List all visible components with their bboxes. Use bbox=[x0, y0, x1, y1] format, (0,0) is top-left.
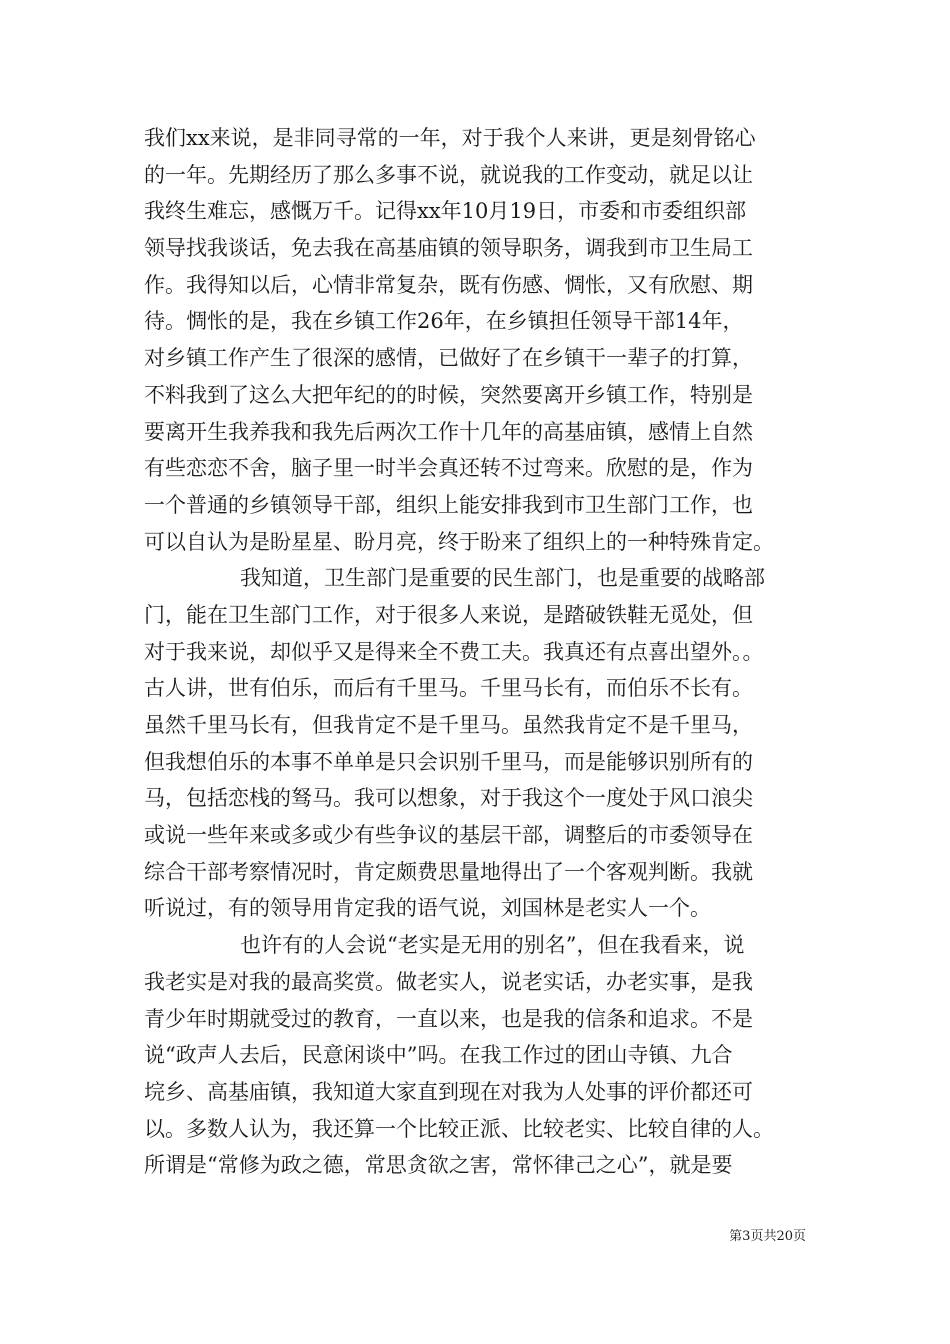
paragraph-line: 要离开生我养我和我先后两次工作十几年的高基庙镇，感情上自然 bbox=[144, 419, 753, 444]
paragraph bbox=[144, 120, 810, 560]
paragraph-line: 可以自认为是盼星星、盼月亮，终于盼来了组织上的一种特殊肯定。 bbox=[144, 529, 774, 554]
paragraph-line: 虽然千里马长有，但我肯定不是千里马。虽然我肯定不是千里马， bbox=[144, 713, 753, 737]
paragraph-line: 待。惆怅的是，我在乡镇工作26年，在乡镇担任领导干部14年， bbox=[144, 309, 744, 334]
document-body bbox=[144, 120, 810, 1184]
paragraph-line: 听说过，有的领导用肯定我的语气说，刘国林是老实人一个。 bbox=[144, 896, 711, 921]
paragraph-line: 有些恋恋不舍，脑子里一时半会真还转不过弯来。欣慰的是，作为 bbox=[144, 456, 753, 481]
paragraph-line: 对于我来说，却似乎又是得来全不费工夫。我真还有点喜出望外。。 bbox=[144, 639, 764, 664]
paragraph-line: 但我想伯乐的本事不单单是只会识别千里马，而是能够识别所有的 bbox=[144, 749, 753, 774]
paragraph-line: 垸乡、高基庙镇，我知道大家直到现在对我为人处事的评价都还可 bbox=[144, 1079, 753, 1104]
paragraph bbox=[144, 927, 810, 1184]
paragraph-line: 对乡镇工作产生了很深的感情，已做好了在乡镇干一辈子的打算， bbox=[144, 346, 753, 371]
paragraph-line: 古人讲，世有伯乐，而后有千里马。千里马长有，而伯乐不长有。 bbox=[144, 676, 753, 701]
paragraph-line: 门，能在卫生部门工作，对于很多人来说，是踏破铁鞋无觅处，但 bbox=[144, 602, 753, 627]
paragraph-line: 综合干部考察情况时，肯定颇费思量地得出了一个客观判断。我就 bbox=[144, 859, 753, 884]
paragraph-line: 马，包括恋栈的驽马。我可以想象，对于我这个一度处于风口浪尖 bbox=[144, 786, 753, 811]
paragraph-line: 或说一些年来或多或少有些争议的基层干部，调整后的市委领导在 bbox=[144, 823, 753, 848]
paragraph-line: 以。多数人认为，我还算一个比较正派、比较老实、比较自律的人。 bbox=[144, 1116, 774, 1141]
paragraph-line: 一个普通的乡镇领导干部，组织上能安排我到市卫生部门工作，也 bbox=[144, 492, 753, 517]
paragraph-line: 说“政声人去后，民意闲谈中”吗。在我工作过的团山寺镇、九合 bbox=[144, 1043, 733, 1068]
paragraph-line: 我们xx来说，是非同寻常的一年，对于我个人来讲，更是刻骨铭心 bbox=[144, 126, 756, 150]
paragraph-line: 青少年时期就受过的教育，一直以来，也是我的信条和追求。不是 bbox=[144, 1006, 753, 1031]
paragraph-line: 作。我得知以后，心情非常复杂，既有伤感、惆怅，又有欣慰、期 bbox=[144, 272, 753, 297]
paragraph-line: 的一年。先期经历了那么多事不说，就说我的工作变动，就足以让 bbox=[144, 162, 753, 187]
paragraph-line: 我老实是对我的最高奖赏。做老实人，说老实话，办老实事，是我 bbox=[144, 969, 753, 994]
paragraph-line: 不料我到了这么大把年纪的的时候，突然要离开乡镇工作，特别是 bbox=[144, 382, 753, 407]
paragraph-line: 我知道，卫生部门是重要的民生部门，也是重要的战略部 bbox=[240, 566, 765, 591]
paragraph-line: 也许有的人会说“老实是无用的别名”，但在我看来，说 bbox=[240, 933, 745, 958]
paragraph bbox=[144, 560, 810, 927]
paragraph-line: 我终生难忘，感慨万千。记得xx年10月19日，市委和市委组织部 bbox=[144, 199, 747, 224]
page-number-footer: 第3页共20页 bbox=[729, 1229, 806, 1244]
paragraph-line: 所谓是“常修为政之德，常思贪欲之害，常怀律己之心”，就是要 bbox=[144, 1153, 733, 1178]
paragraph-line: 领导找我谈话，免去我在高基庙镇的领导职务，调我到市卫生局工 bbox=[144, 236, 753, 261]
